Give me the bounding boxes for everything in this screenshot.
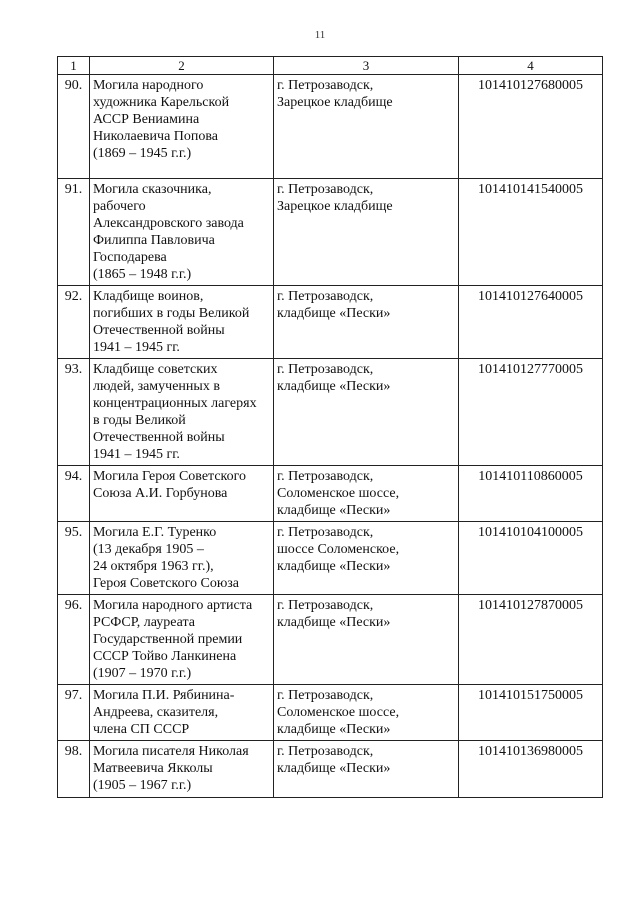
- header-col-4: 4: [459, 57, 603, 75]
- registry-code: 101410151750005: [459, 685, 603, 741]
- registry-code: 101410127640005: [459, 286, 603, 359]
- object-name: Кладбище советских людей, замученных в концентрационных лагерях в годы Великой Отечественной войны 1941 – 1945 гг.: [90, 359, 274, 466]
- registry-code: 101410110860005: [459, 466, 603, 522]
- object-name: Могила народного художника Карельской АССР Вениамина Николаевича Попова (1869 – 1945 г.г.): [90, 75, 274, 179]
- object-name: Могила народного артиста РСФСР, лауреата Государственной премии СССР Тойво Ланкинена (1907 – 1970 г.г.): [90, 595, 274, 685]
- object-name: Могила Героя Советского Союза А.И. Горбунова: [90, 466, 274, 522]
- object-location: г. Петрозаводск, Зарецкое кладбище: [274, 75, 459, 179]
- header-row: [58, 57, 603, 75]
- row-number: 96.: [58, 595, 90, 685]
- page-number: 11: [314, 29, 326, 41]
- object-location: г. Петрозаводск, Зарецкое кладбище: [274, 179, 459, 286]
- row-number: 95.: [58, 522, 90, 595]
- table-row: [58, 179, 603, 286]
- header-col-2: 2: [90, 57, 274, 75]
- object-name: Могила писателя Николая Матвеевича Якколы (1905 – 1967 г.г.): [90, 741, 274, 798]
- table-row: [58, 522, 603, 595]
- object-location: г. Петрозаводск, Соломенское шоссе, кладбище «Пески»: [274, 466, 459, 522]
- registry-code: 101410127770005: [459, 359, 603, 466]
- table-row: [58, 359, 603, 466]
- table-body: [58, 75, 603, 798]
- object-location: г. Петрозаводск, шоссе Соломенское, кладбище «Пески»: [274, 522, 459, 595]
- object-name: Могила сказочника, рабочего Александровского завода Филиппа Павловича Господарева (1865 – 1948 г.г.): [90, 179, 274, 286]
- row-number: 92.: [58, 286, 90, 359]
- registry-code: 101410136980005: [459, 741, 603, 798]
- row-number: 90.: [58, 75, 90, 179]
- registry-code: 101410127680005: [459, 75, 603, 179]
- row-number: 97.: [58, 685, 90, 741]
- object-name: Могила П.И. Рябинина- Андреева, сказителя, члена СП СССР: [90, 685, 274, 741]
- object-location: г. Петрозаводск, кладбище «Пески»: [274, 741, 459, 798]
- table-row: [58, 466, 603, 522]
- header-col-1: 1: [58, 57, 90, 75]
- registry-code: 101410141540005: [459, 179, 603, 286]
- table-row: [58, 685, 603, 741]
- registry-code: 101410104100005: [459, 522, 603, 595]
- object-location: г. Петрозаводск, кладбище «Пески»: [274, 286, 459, 359]
- registry-code: 101410127870005: [459, 595, 603, 685]
- table-header: [58, 57, 603, 75]
- row-number: 94.: [58, 466, 90, 522]
- table-row: [58, 286, 603, 359]
- object-name: Кладбище воинов, погибших в годы Великой Отечественной войны 1941 – 1945 гг.: [90, 286, 274, 359]
- header-col-3: 3: [274, 57, 459, 75]
- row-number: 93.: [58, 359, 90, 466]
- row-number: 91.: [58, 179, 90, 286]
- table-row: [58, 595, 603, 685]
- object-location: г. Петрозаводск, Соломенское шоссе, кладбище «Пески»: [274, 685, 459, 741]
- heritage-registry-table: [57, 56, 603, 798]
- table-row: [58, 741, 603, 798]
- object-location: г. Петрозаводск, кладбище «Пески»: [274, 359, 459, 466]
- row-number: 98.: [58, 741, 90, 798]
- object-location: г. Петрозаводск, кладбище «Пески»: [274, 595, 459, 685]
- table-row: [58, 75, 603, 179]
- object-name: Могила Е.Г. Туренко (13 декабря 1905 – 24 октября 1963 гг.), Героя Советского Союза: [90, 522, 274, 595]
